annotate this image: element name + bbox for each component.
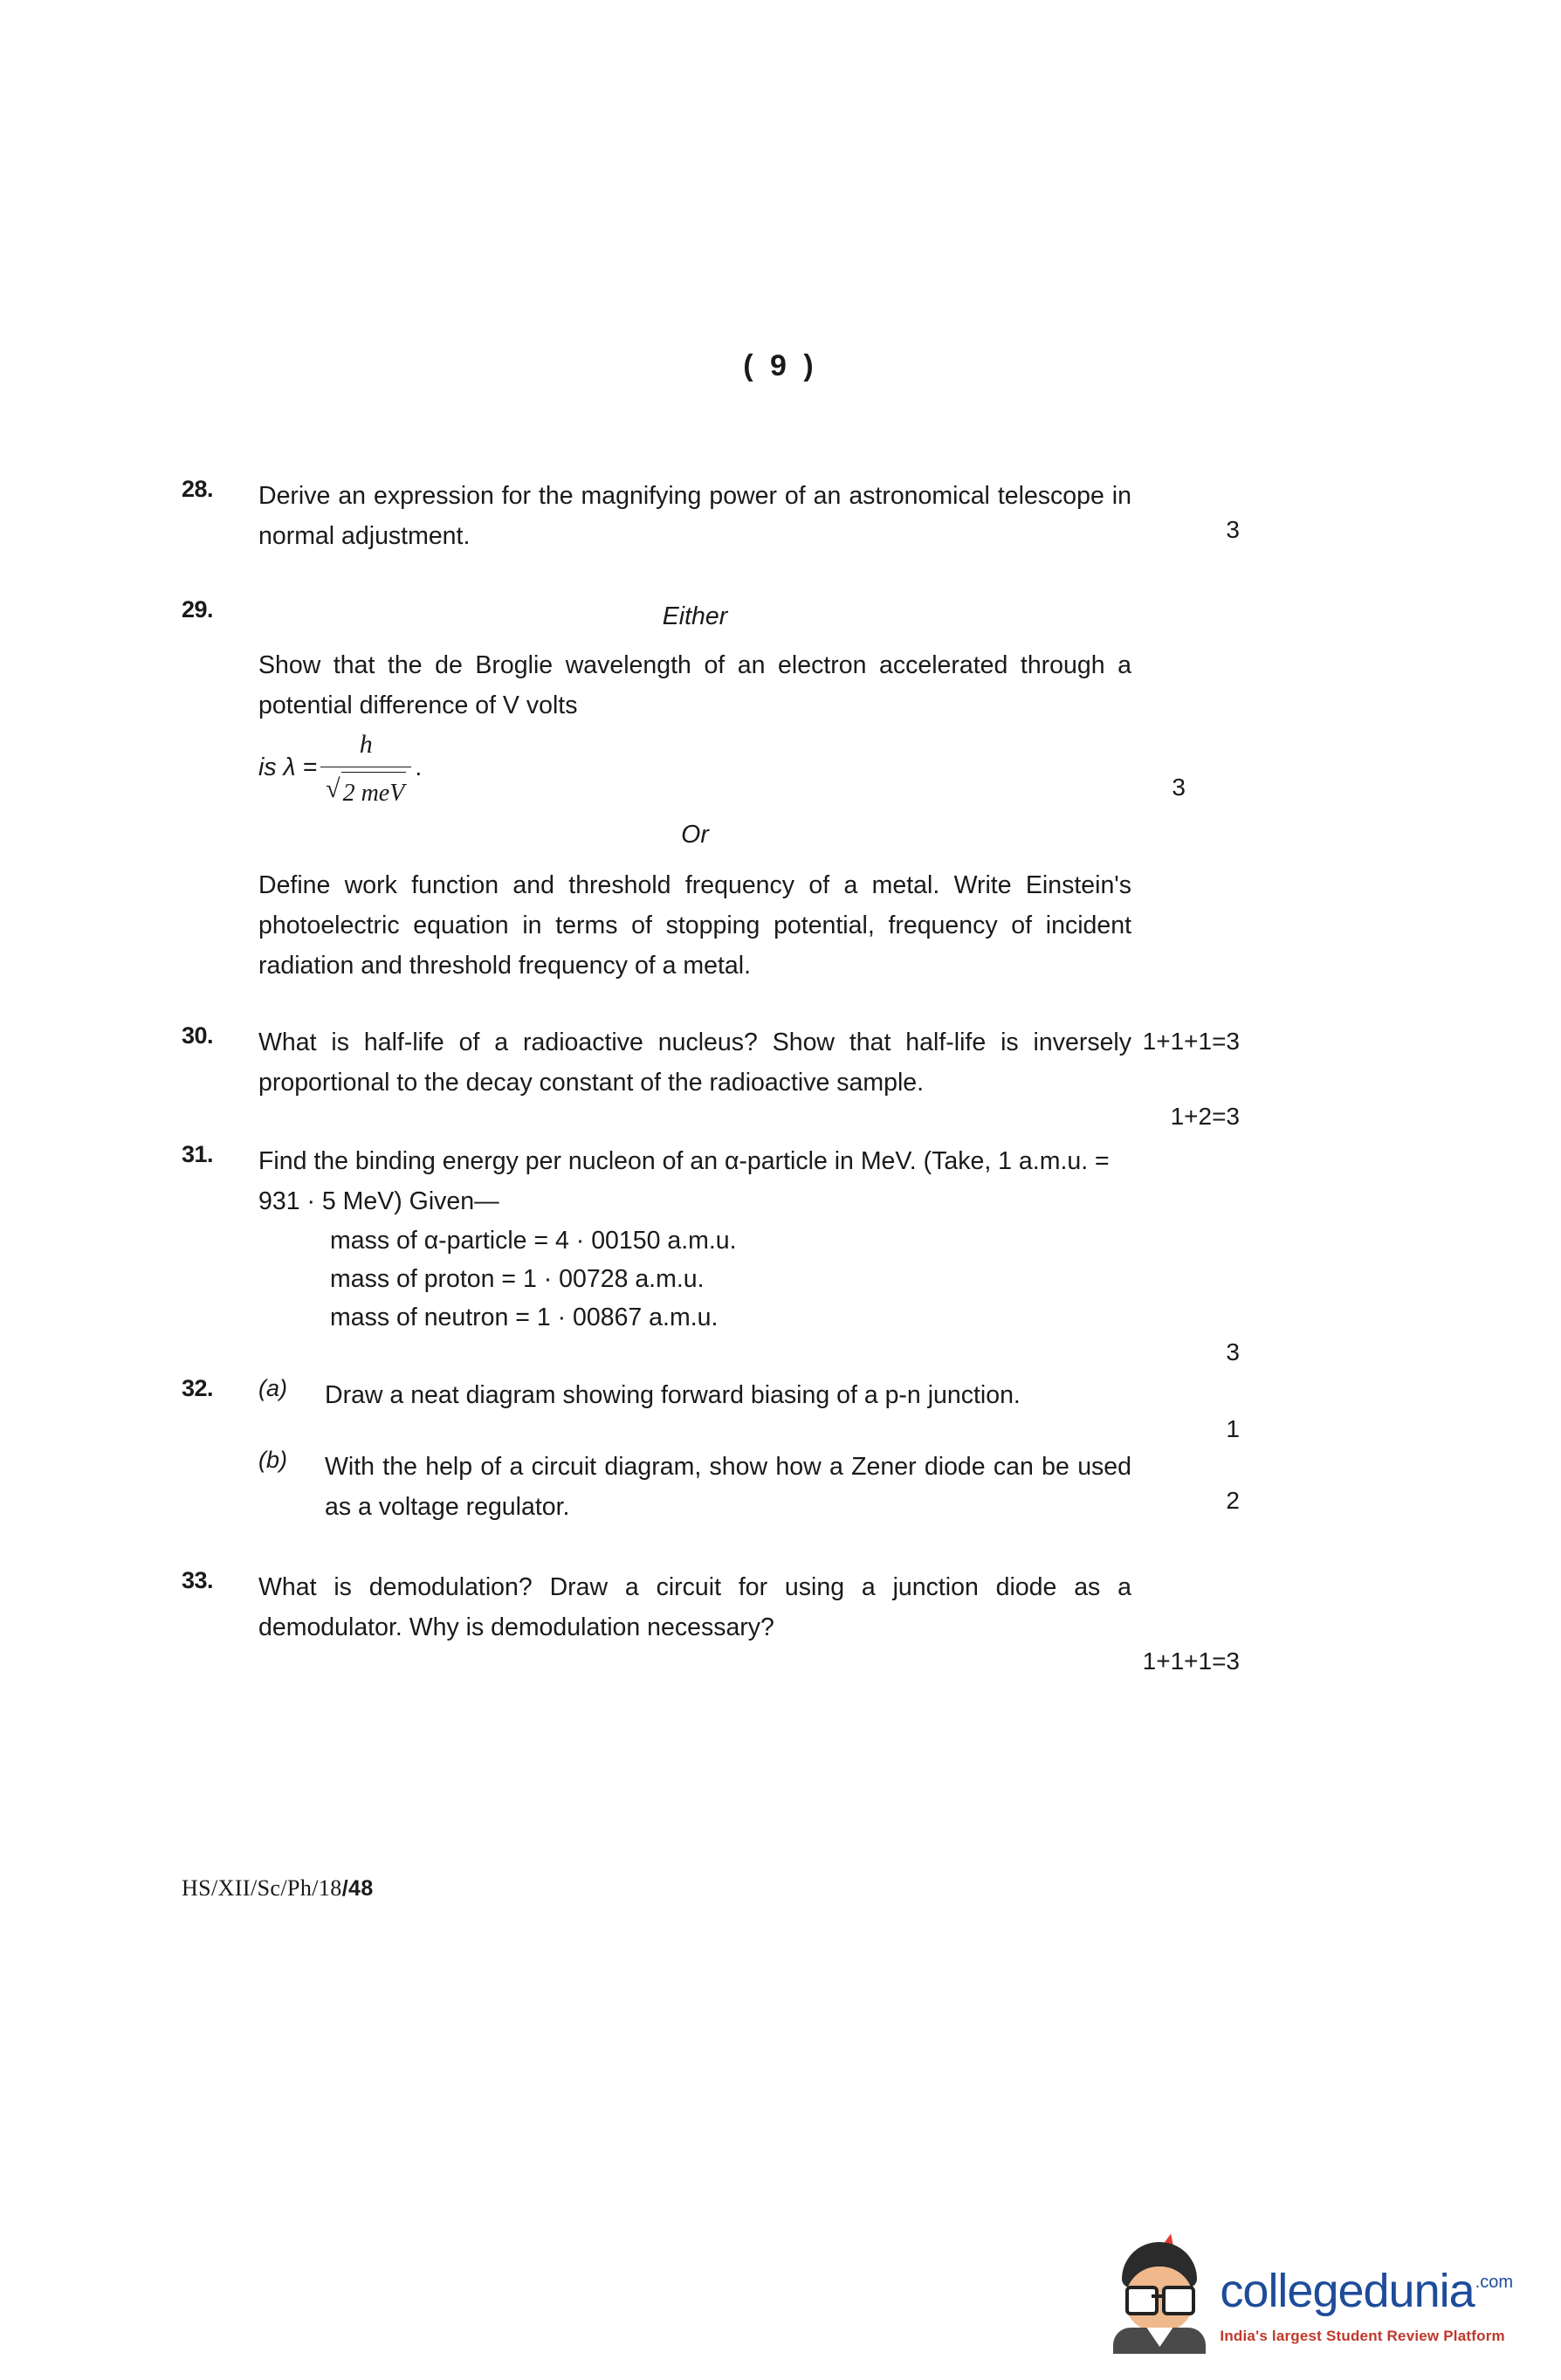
question-32-part-a-text: Draw a neat diagram showing forward biasing of a p-n junction. — [325, 1381, 1021, 1409]
question-31 — [182, 1141, 1240, 1365]
question-30-number: 30. — [182, 1022, 214, 1049]
question-33 — [182, 1567, 1240, 1675]
watermark-tagline: India's largest Student Review Platform — [1220, 2328, 1505, 2344]
question-30-marks: 1+2=3 — [1170, 1103, 1240, 1130]
question-29-number: 29. — [182, 596, 214, 623]
page-number: ( 9 ) — [743, 349, 818, 382]
question-32-part-a-marks: 1 — [1226, 1415, 1240, 1442]
watermark-brand-suffix: .com — [1475, 2273, 1513, 2292]
question-32-number: 32. — [182, 1375, 214, 1401]
question-31-data-line-3: mass of neutron = 1 · 00867 a.m.u. — [330, 1303, 719, 1331]
question-29-or-label: Or — [681, 821, 709, 849]
formula-fraction — [320, 725, 411, 814]
question-32-part-a-label: (a) — [258, 1375, 287, 1401]
question-32-part-b-marks: 2 — [1226, 1487, 1240, 1514]
question-31-number: 31. — [182, 1141, 214, 1167]
question-29-formula — [258, 726, 1186, 809]
question-29-option-a-text: Show that the de Broglie wavelength of an electron accelerated through a potential difference of V volts — [258, 651, 1131, 719]
formula-suffix: . — [415, 753, 423, 781]
mascot-icon — [1108, 2237, 1211, 2349]
question-31-marks: 3 — [1226, 1338, 1240, 1365]
question-28-marks: 3 — [1226, 516, 1240, 543]
question-29-either-label: Either — [662, 602, 728, 630]
question-32 — [182, 1375, 1240, 1527]
formula-prefix: is λ = — [258, 753, 318, 781]
question-31-data-line-1: mass of α-particle = 4 · 00150 a.m.u. — [330, 1227, 737, 1255]
question-28-text: Derive an expression for the magnifying power of an astronomical telescope in normal adjustment. — [258, 482, 1131, 550]
watermark-brand-text: collegedunia — [1220, 2265, 1475, 2317]
question-28 — [182, 476, 1240, 556]
sqrt-icon: √ — [326, 774, 340, 803]
question-32-part-b-text: With the help of a circuit diagram, show how a Zener diode can be used as a voltage regulator. — [325, 1453, 1131, 1521]
question-32-part-a — [258, 1375, 1240, 1442]
question-33-marks: 1+1+1=3 — [1142, 1647, 1240, 1675]
question-32-part-b-label: (b) — [258, 1447, 287, 1473]
footer-code-text: HS/XII/Sc/Ph/18 — [182, 1875, 342, 1901]
footer-code-suffix: /48 — [341, 1876, 374, 1901]
formula-denominator-wrap — [320, 767, 411, 814]
question-28-number: 28. — [182, 476, 214, 502]
page-footer-code — [182, 1875, 374, 1902]
question-33-number: 33. — [182, 1567, 214, 1593]
question-30-text: What is half-life of a radioactive nucleus? Show that half-life is inversely proportional to the decay constant of the radioactive sample. — [258, 1028, 1131, 1097]
question-31-data-line-2: mass of proton = 1 · 00728 a.m.u. — [330, 1265, 705, 1293]
question-29-marks-b: 1+1+1=3 — [1142, 1028, 1240, 1055]
question-33-text: What is demodulation? Draw a circuit for using a junction diode as a demodulator. Why is demodulation necessary? — [258, 1573, 1131, 1641]
question-29-marks-a: 3 — [1172, 774, 1186, 801]
formula-denominator: 2 meV — [341, 772, 407, 814]
question-31-text: Find the binding energy per nucleon of an α-particle in MeV. (Take, 1 a.m.u. = 931 · 5 MeV) Given— — [258, 1147, 1110, 1215]
question-32-part-b — [258, 1447, 1240, 1527]
question-29-option-b-text: Define work function and threshold frequency of a metal. Write Einstein's photoelectric equation in terms of stopping potential, frequency of incident radiation and threshold frequency of a metal. — [258, 871, 1131, 980]
formula-numerator: h — [359, 730, 373, 759]
collegedunia-watermark — [1108, 2237, 1512, 2349]
watermark-brand — [1220, 2267, 1512, 2326]
question-list — [182, 476, 1240, 1681]
